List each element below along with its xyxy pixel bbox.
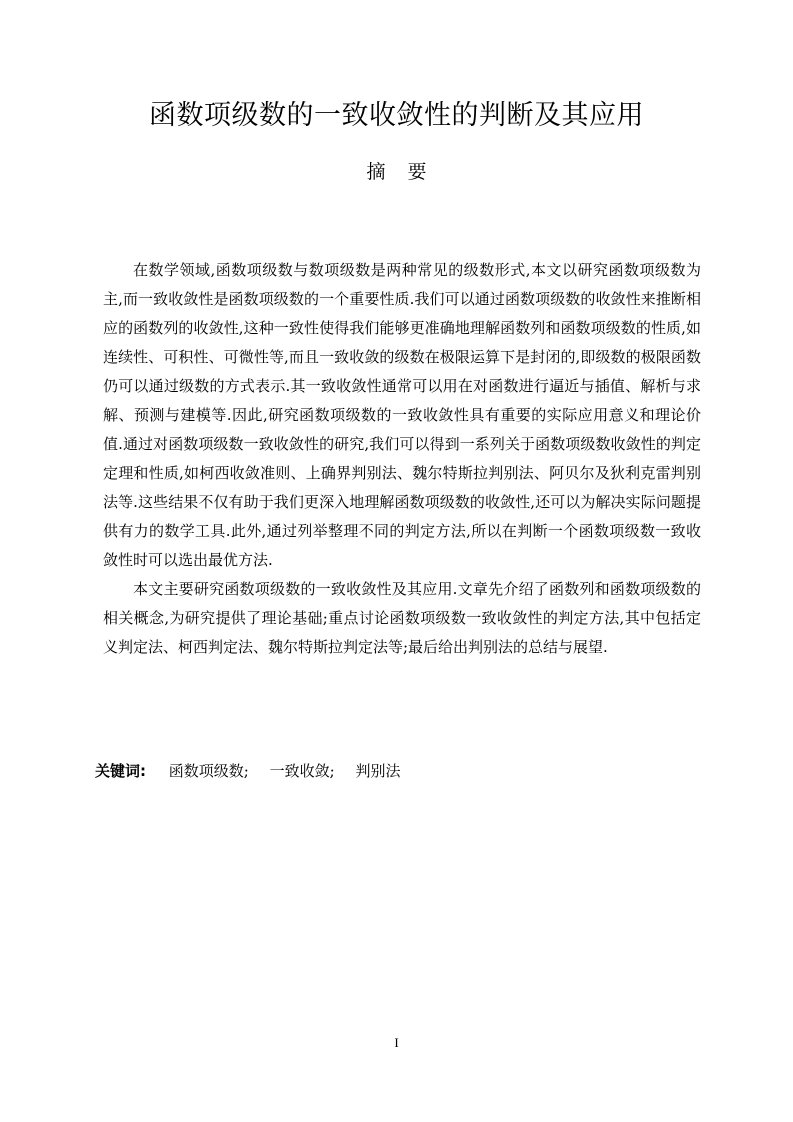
keyword-item: 函数项级数; [168, 762, 249, 780]
keywords-line [95, 757, 715, 785]
keyword-item: 一致收敛; [269, 762, 335, 780]
page-number: I [394, 1035, 399, 1050]
page-title: 函数项级数的一致收敛性的判断及其应用 [149, 100, 644, 131]
abstract-paragraph-2: 本文主要研究函数项级数的一致收敛性及其应用.文章先介绍了函数列和函数项级数的相关概念,为研究提供了理论基础;重点讨论函数项级数一致收敛性的判定方法,其中包括定义判定法、柯西判定法、魏尔特斯拉判定法等;最后给出判别法的总结与展望. [103, 580, 701, 656]
keywords-label: 关键词: [95, 762, 146, 780]
keyword-item: 判别法 [355, 762, 401, 780]
abstract-body [103, 256, 701, 662]
abstract-heading: 摘要 [366, 161, 449, 183]
abstract-paragraph-1: 在数学领域,函数项级数与数项级数是两种常见的级数形式,本文以研究函数项级数为主,而一致收敛性是函数项级数的一个重要性质.我们可以通过函数项级数的收敛性来推断相应的函数列的收敛性,这种一致性使得我们能够更准确地理解函数列和函数项级数的性质,如连续性、可积性、可微性等,而且一致收敛的级数在极限运算下是封闭的,即级数的极限函数仍可以通过级数的方式表示.其一致收敛性通常可以用在对函数进行逼近与插值、解析与求解、预测与建模等.因此,研究函数项级数的一致收敛性具有重要的实际应用意义和理论价值.通过对函数项级数一致收敛性的研究,我们可以得到一系列关于函数项级数收敛性的判定定理和性质,如柯西收敛准则、上确界判别法、魏尔特斯拉判别法、阿贝尔及狄利克雷判别法等.这些结果不仅有助于我们更深入地理解函数项级数的收敛性,还可以为解决实际问题提供有力的数学工具.此外,通过列举整理不同的判定方法,所以在判断一个函数项级数一致收敛性时可以选出最优方法. [103, 261, 701, 569]
